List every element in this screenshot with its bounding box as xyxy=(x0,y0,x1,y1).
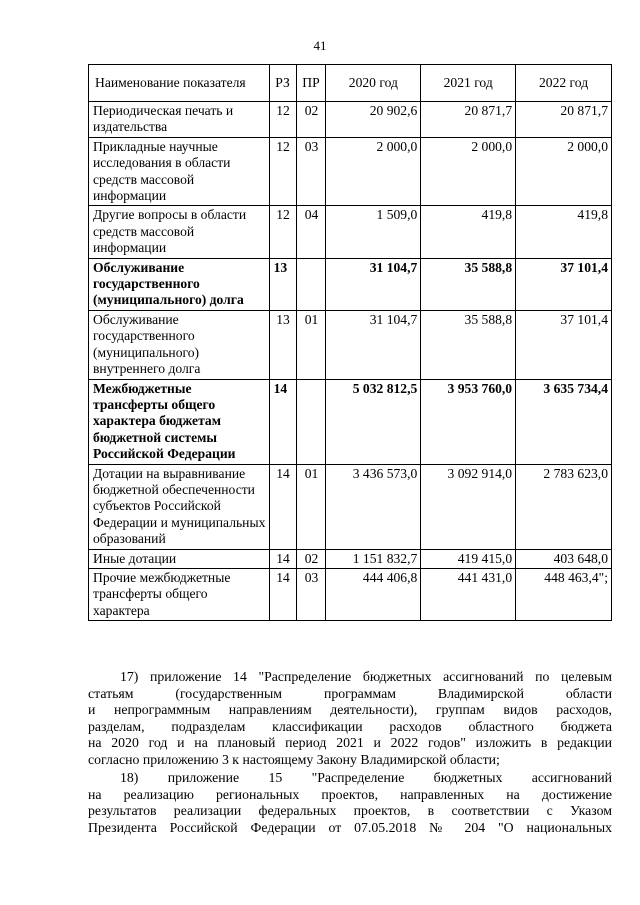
cell-pr xyxy=(296,379,326,464)
header-pr: ПР xyxy=(296,65,326,102)
table-row xyxy=(89,258,612,310)
cell-2020: 31 104,7 xyxy=(326,310,421,379)
cell-pr: 02 xyxy=(296,102,326,138)
cell-name: Иные дотации xyxy=(89,549,270,568)
cell-2020: 1 509,0 xyxy=(326,206,421,258)
table-row xyxy=(89,379,612,464)
cell-rz: 14 xyxy=(269,549,296,568)
cell-2020: 2 000,0 xyxy=(326,137,421,206)
cell-2021: 35 588,8 xyxy=(421,258,516,310)
cell-2022: 2 000,0 xyxy=(516,137,612,206)
cell-name: Прикладные научные исследования в области средств массовой информации xyxy=(89,137,270,206)
table-row xyxy=(89,310,612,379)
header-name: Наименование показателя xyxy=(89,65,270,102)
table-row xyxy=(89,549,612,568)
budget-table xyxy=(88,64,612,621)
cell-rz: 12 xyxy=(269,137,296,206)
paragraph-17-line: 17) приложение 14 "Распределение бюджетных ассигнований по целевым xyxy=(120,669,612,684)
cell-rz: 14 xyxy=(269,379,296,464)
cell-pr xyxy=(296,258,326,310)
paragraph-18-line: Президента Российской Федерации от 07.05.2018 № 204 "О национальных xyxy=(88,819,612,835)
cell-pr: 01 xyxy=(296,310,326,379)
table-row xyxy=(89,206,612,258)
cell-2022: 37 101,4 xyxy=(516,310,612,379)
cell-2022: 2 783 623,0 xyxy=(516,464,612,549)
page-number: 41 xyxy=(313,38,327,53)
header-2020: 2020 год xyxy=(326,65,421,102)
paragraph-17-line: статьям (государственным программам Владимирской области xyxy=(88,685,612,701)
cell-2020: 1 151 832,7 xyxy=(326,549,421,568)
header-rz: РЗ xyxy=(269,65,296,102)
table-header-row xyxy=(89,65,612,102)
cell-2021: 419 415,0 xyxy=(421,549,516,568)
cell-2022: 448 463,4"; xyxy=(516,568,612,620)
cell-2021: 3 953 760,0 xyxy=(421,379,516,464)
cell-rz: 14 xyxy=(269,464,296,549)
paragraph-18-line: результатов реализации федеральных проектов, в соответствии с Указом xyxy=(88,803,612,819)
header-2021: 2021 год xyxy=(421,65,516,102)
cell-rz: 13 xyxy=(269,258,296,310)
cell-2020: 20 902,6 xyxy=(326,102,421,138)
cell-rz: 13 xyxy=(269,310,296,379)
paragraph-17-line: согласно приложению 3 к настоящему Закону Владимирской области; xyxy=(88,751,500,767)
cell-2022: 37 101,4 xyxy=(516,258,612,310)
header-2022: 2022 год xyxy=(516,65,612,102)
cell-rz: 14 xyxy=(269,568,296,620)
cell-name: Другие вопросы в области средств массовой информации xyxy=(89,206,270,258)
cell-pr: 01 xyxy=(296,464,326,549)
cell-2020: 31 104,7 xyxy=(326,258,421,310)
cell-name: Прочие межбюджетные трансферты общего характера xyxy=(89,568,270,620)
cell-2022: 419,8 xyxy=(516,206,612,258)
cell-pr: 03 xyxy=(296,137,326,206)
cell-name: Дотации на выравнивание бюджетной обеспеченности субъектов Российской Федерации и муниципальных образований xyxy=(89,464,270,549)
paragraph-18-line: 18) приложение 15 "Распределение бюджетных ассигнований xyxy=(120,770,612,785)
table-row xyxy=(89,568,612,620)
cell-2021: 2 000,0 xyxy=(421,137,516,206)
paragraph-17 xyxy=(88,669,612,769)
cell-2020: 444 406,8 xyxy=(326,568,421,620)
cell-2021: 419,8 xyxy=(421,206,516,258)
cell-pr: 03 xyxy=(296,568,326,620)
cell-rz: 12 xyxy=(269,206,296,258)
cell-2020: 3 436 573,0 xyxy=(326,464,421,549)
cell-name: Периодическая печать и издательства xyxy=(89,102,270,138)
cell-2021: 35 588,8 xyxy=(421,310,516,379)
cell-2022: 20 871,7 xyxy=(516,102,612,138)
paragraph-18 xyxy=(88,770,612,836)
cell-2022: 403 648,0 xyxy=(516,549,612,568)
cell-2020: 5 032 812,5 xyxy=(326,379,421,464)
cell-2021: 20 871,7 xyxy=(421,102,516,138)
cell-2021: 3 092 914,0 xyxy=(421,464,516,549)
paragraph-18-line: на реализацию региональных проектов, направленных на достижение xyxy=(88,786,612,802)
cell-name: Обслуживание государственного (муниципального) внутреннего долга xyxy=(89,310,270,379)
cell-2022: 3 635 734,4 xyxy=(516,379,612,464)
paragraph-17-line: разделам, подразделам классификации расходов областного бюджета xyxy=(88,718,612,734)
paragraph-17-line: на 2020 год и на плановый период 2021 и 2022 годов" изложить в редакции xyxy=(88,735,612,751)
cell-pr: 04 xyxy=(296,206,326,258)
cell-name: Обслуживание государственного (муниципального) долга xyxy=(89,258,270,310)
cell-name: Межбюджетные трансферты общего характера бюджетам бюджетной системы Российской Федерации xyxy=(89,379,270,464)
table-row xyxy=(89,102,612,138)
table-row xyxy=(89,464,612,549)
cell-2021: 441 431,0 xyxy=(421,568,516,620)
cell-pr: 02 xyxy=(296,549,326,568)
cell-rz: 12 xyxy=(269,102,296,138)
paragraph-17-line: и непрограммным направлениям деятельности), группам видов расходов, xyxy=(88,702,612,718)
table-row xyxy=(89,137,612,206)
